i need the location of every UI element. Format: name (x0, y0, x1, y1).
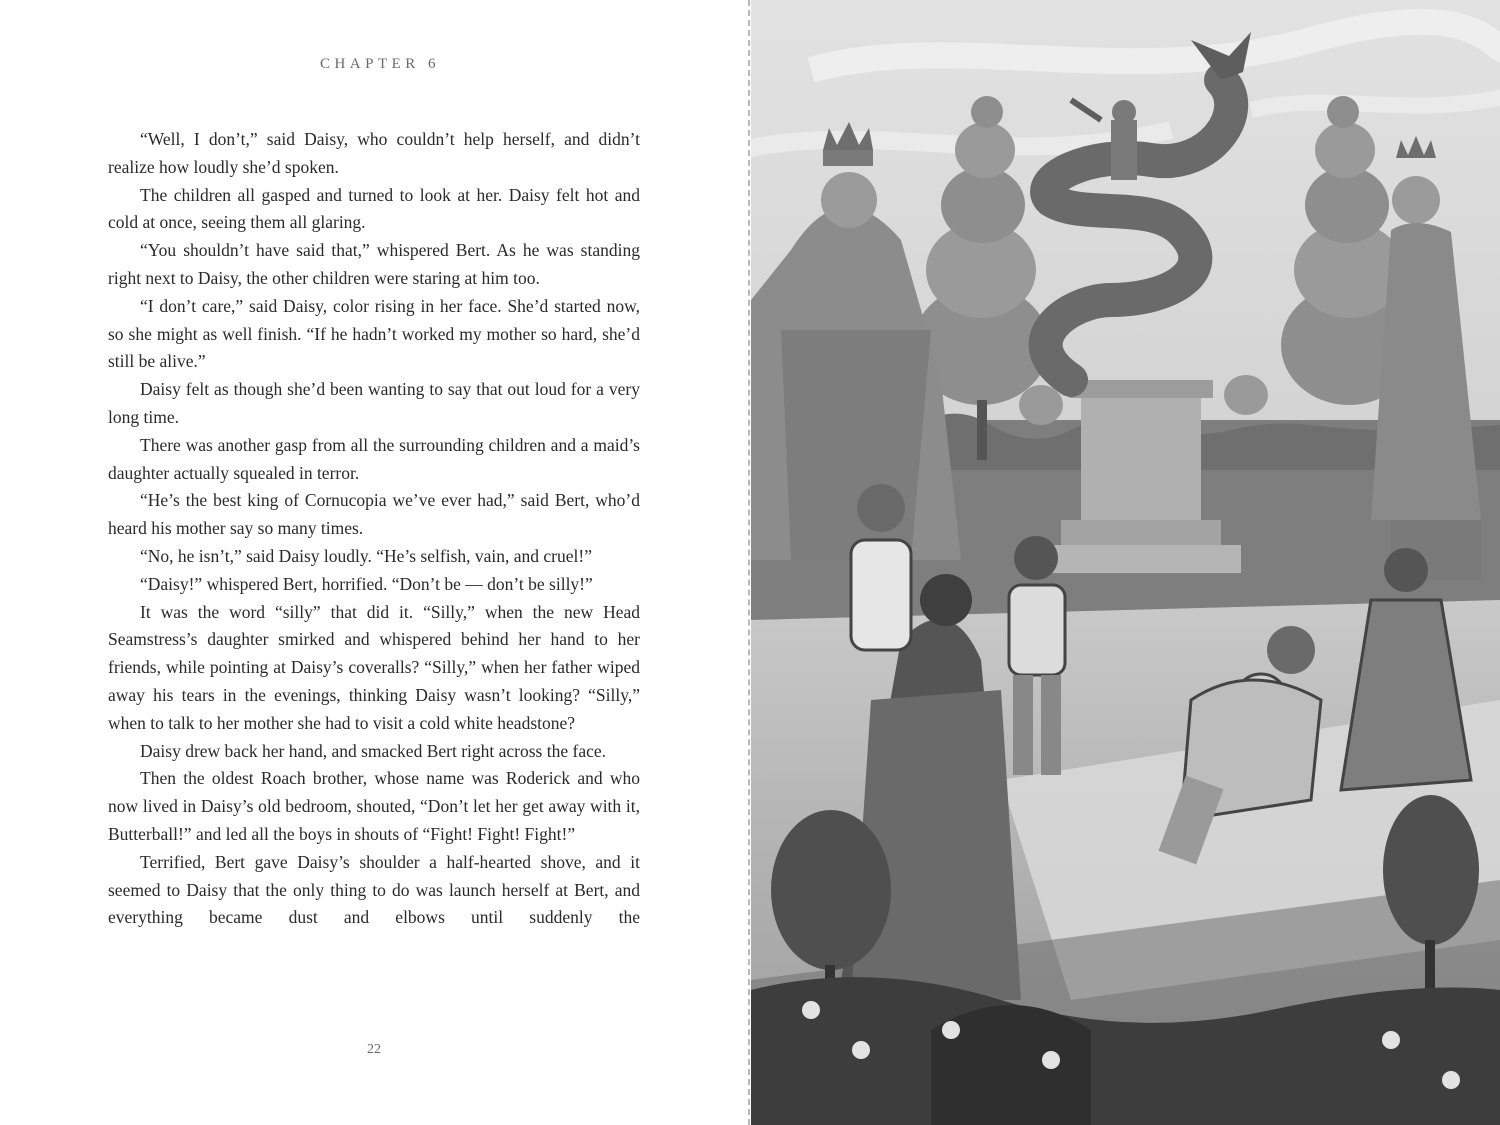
paragraph: There was another gasp from all the surrounding children and a maid’s daughter actually squealed in terror. (108, 434, 640, 483)
rose (942, 1021, 960, 1039)
paragraph: “I don’t care,” said Daisy, color rising in her face. She’d started now, so she might as well finish. “If he hadn’t worked my mother so hard, she’d still be alive.” (108, 295, 640, 372)
paragraph: Then the oldest Roach brother, whose name was Roderick and who now lived in Daisy’s old bedroom, shouted, “Don’t let her get away with it, Butterball!” and led all the boys in shouts of “Fight! Fight! Fight!” (108, 768, 640, 844)
child-boy-left (851, 484, 911, 650)
page-number: 22 (367, 1042, 381, 1057)
paragraph: It was the word “silly” that did it. “Silly,” when the new Head Seamstress’s daughter smirked and whispered behind her hand to her friends, while pointing at Daisy’s coveralls? “Silly,” when her father wiped away his tears in the evenings, thinking Daisy wasn’t looking? “Silly,” when to talk to her mother she had to visit a cold white headstone? (108, 601, 640, 733)
paragraph: The children all gasped and turned to look at her. Daisy felt hot and cold at once, seeing them all glaring. (108, 184, 640, 233)
paragraph: “Daisy!” whispered Bert, horrified. “Don’t be — don’t be silly!” (140, 573, 593, 594)
left-page (0, 0, 749, 1125)
paragraph: “He’s the best king of Cornucopia we’ve ever had,” said Bert, who’d heard his mother say so many times. (108, 490, 640, 539)
rose (852, 1041, 870, 1059)
paragraph: “You shouldn’t have said that,” whispered Bert. As he was standing right next to Daisy, the other children were staring at him too. (108, 240, 640, 288)
rose (802, 1001, 820, 1019)
paragraph: “Well, I don’t,” said Daisy, who couldn’t help herself, and didn’t realize how loudly she’d spoken. (108, 129, 640, 177)
urn (1224, 375, 1268, 415)
gutter-divider (748, 0, 750, 1125)
rose (1042, 1051, 1060, 1069)
urn (1019, 385, 1063, 425)
paragraph: Terrified, Bert gave Daisy’s shoulder a half-hearted shove, and it seemed to Daisy that the only thing to do was launch herself at Bert, and everything became dust and elbows until suddenly the (108, 851, 640, 928)
cloud-streak (1251, 95, 1500, 110)
body-text (108, 126, 640, 932)
paragraph: “No, he isn’t,” said Daisy loudly. “He’s selfish, vain, and cruel!” (140, 545, 592, 566)
rose (1442, 1071, 1460, 1089)
garden-fight-illustration (751, 0, 1500, 1125)
paragraph: Daisy felt as though she’d been wanting to say that out loud for a very long time. (108, 379, 640, 427)
rose (1382, 1031, 1400, 1049)
chapter-heading: CHAPTER 6 (319, 56, 441, 72)
paragraph: Daisy drew back her hand, and smacked Bert right across the face. (140, 740, 606, 761)
